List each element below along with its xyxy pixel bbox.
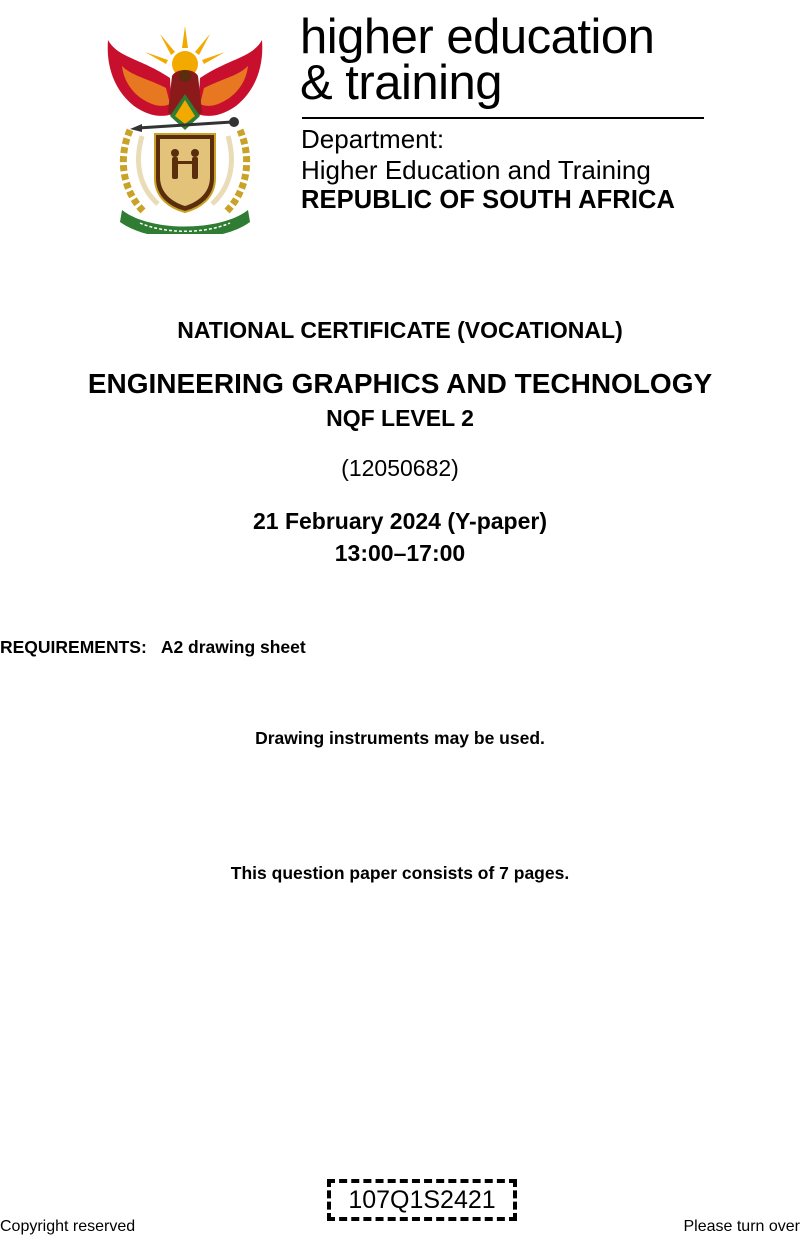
coat-of-arms-icon <box>100 18 270 234</box>
instruments-note: Drawing instruments may be used. <box>255 728 545 748</box>
page-count-note: This question paper consists of 7 pages. <box>230 863 570 883</box>
turn-over-notice: Please turn over <box>683 1218 800 1235</box>
brand-title <box>300 10 655 110</box>
department-name: Higher Education and Training <box>301 155 651 185</box>
requirements-label: REQUIREMENTS: <box>0 637 147 657</box>
brand-line-1: higher education <box>300 10 655 64</box>
requirements <box>0 637 306 658</box>
nqf-level: NQF LEVEL 2 <box>326 405 474 431</box>
department-label: Department: <box>301 124 445 154</box>
shield-icon <box>155 134 215 212</box>
country-name: REPUBLIC OF SOUTH AFRICA <box>301 186 676 214</box>
requirements-value: A2 drawing sheet <box>160 637 306 657</box>
subject-code: (12050682) <box>341 455 459 481</box>
exam-date: 21 February 2024 (Y-paper) <box>252 508 548 534</box>
subject-title: ENGINEERING GRAPHICS AND TECHNOLOGY <box>87 368 713 399</box>
copyright-notice: Copyright reserved <box>0 1218 136 1235</box>
paper-code-box: 107Q1S2421 <box>327 1179 517 1221</box>
certificate-title: NATIONAL CERTIFICATE (VOCATIONAL) <box>177 317 623 343</box>
sun-icon <box>145 26 225 77</box>
exam-time: 13:00–17:00 <box>334 540 466 566</box>
brand-line-2: & training <box>300 56 503 110</box>
motto-ribbon <box>120 210 250 234</box>
brand-divider <box>302 117 704 119</box>
